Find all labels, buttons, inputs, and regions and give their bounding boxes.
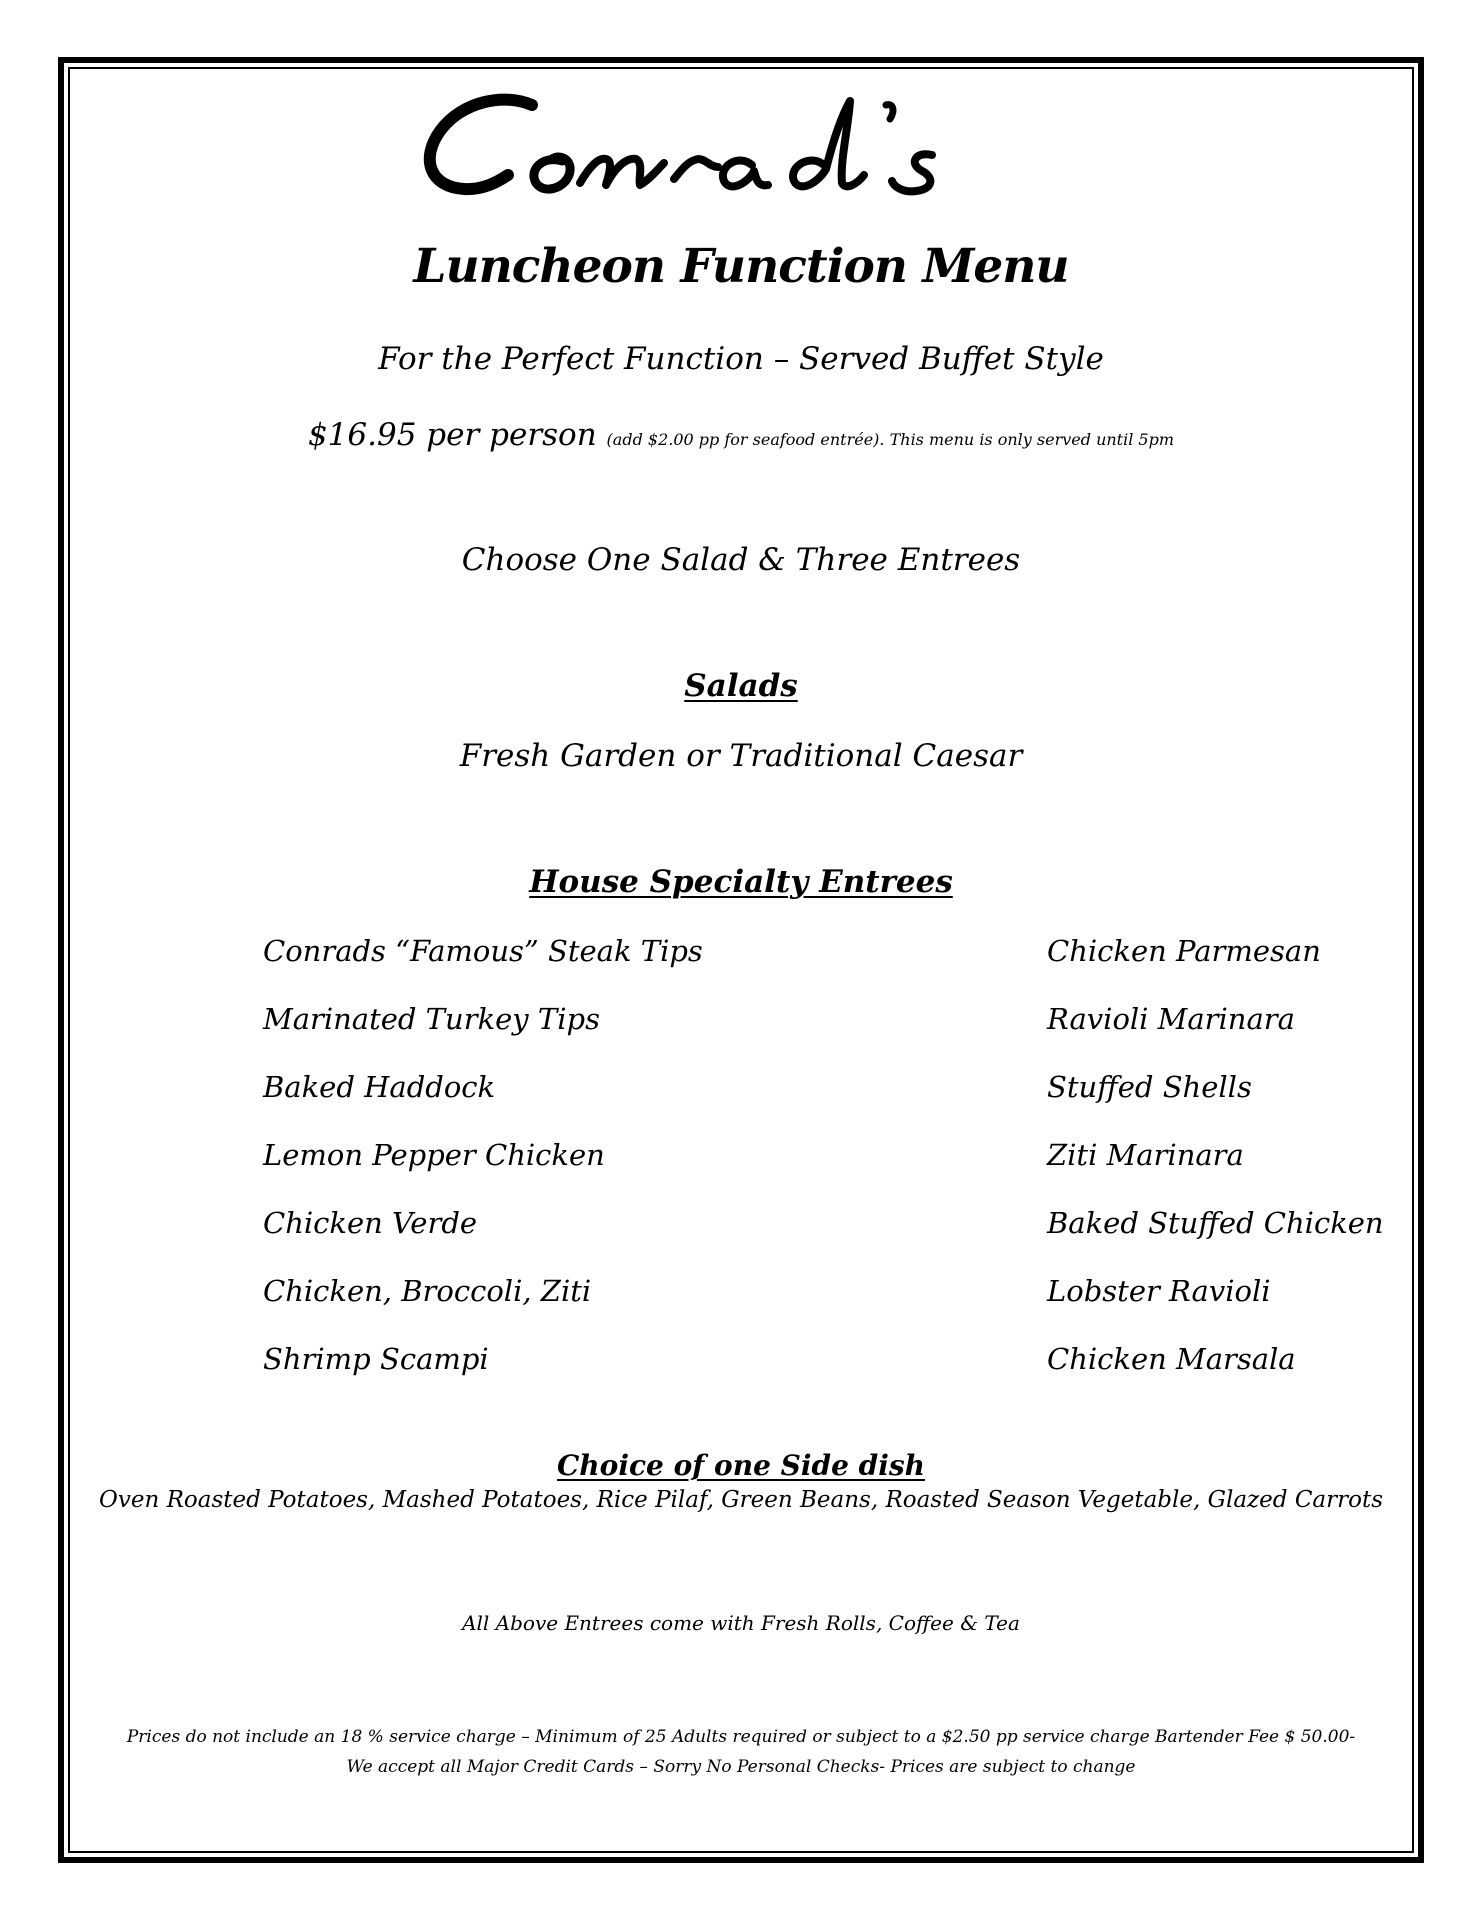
entree-item: Shrimp Scampi — [263, 1342, 489, 1376]
entrees-left-column — [263, 931, 823, 1407]
entree-item: Ziti Marinara — [1047, 1138, 1244, 1172]
logo-text: Conrad's — [952, 181, 988, 192]
included-items: All Above Entrees come with Fresh Rolls, Coffee & Tea — [462, 1611, 1020, 1635]
entree-item: Ravioli Marinara — [1047, 1002, 1295, 1036]
salads-options: Fresh Garden or Traditional Caesar — [459, 738, 1023, 774]
entree-item: Chicken Marsala — [1047, 1342, 1296, 1376]
sides-heading: Choice of one Side dish — [557, 1449, 925, 1482]
entree-item: Marinated Turkey Tips — [263, 1002, 600, 1036]
price-line — [70, 417, 1412, 453]
entrees-right-column — [1047, 931, 1407, 1407]
entree-item: Chicken Verde — [263, 1206, 478, 1240]
menu-title: Luncheon Function Menu — [413, 239, 1069, 294]
menu-page — [70, 69, 1412, 1851]
entree-item: Lobster Ravioli — [1047, 1274, 1271, 1308]
entrees-heading: House Specialty Entrees — [529, 864, 953, 900]
entree-item: Baked Stuffed Chicken — [1047, 1206, 1384, 1240]
sides-options: Oven Roasted Potatoes, Mashed Potatoes, Rice Pilaf, Green Beans, Roasted Season Vegetable, Glazed Carrots — [98, 1487, 1384, 1513]
entree-item: Conrads “Famous” Steak Tips — [263, 934, 703, 968]
entree-item: Lemon Pepper Chicken — [263, 1138, 605, 1172]
entree-item: Stuffed Shells — [1047, 1070, 1252, 1104]
entree-item: Baked Haddock — [263, 1070, 496, 1104]
price-main: $16.95 per person — [307, 417, 597, 453]
entree-item: Chicken Parmesan — [1047, 934, 1321, 968]
footer-line-2: We accept all Major Credit Cards – Sorry No Personal Checks- Prices are subject to change — [346, 1757, 1136, 1777]
price-note: (add $2.00 pp for seafood entrée). This menu is only served until 5pm — [606, 430, 1175, 449]
entree-item: Chicken, Broccoli, Ziti — [263, 1274, 592, 1308]
conrads-logo — [412, 83, 1072, 213]
menu-subtitle: For the Perfect Function – Served Buffet Style — [378, 341, 1104, 377]
choice-instruction: Choose One Salad & Three Entrees — [461, 542, 1021, 578]
salads-heading: Salads — [684, 668, 798, 704]
footer-line-1: Prices do not include an 18 % service charge – Minimum of 25 Adults required or subject to a $2.50 pp service charge Bartender Fee $ 50.00- — [126, 1727, 1356, 1747]
